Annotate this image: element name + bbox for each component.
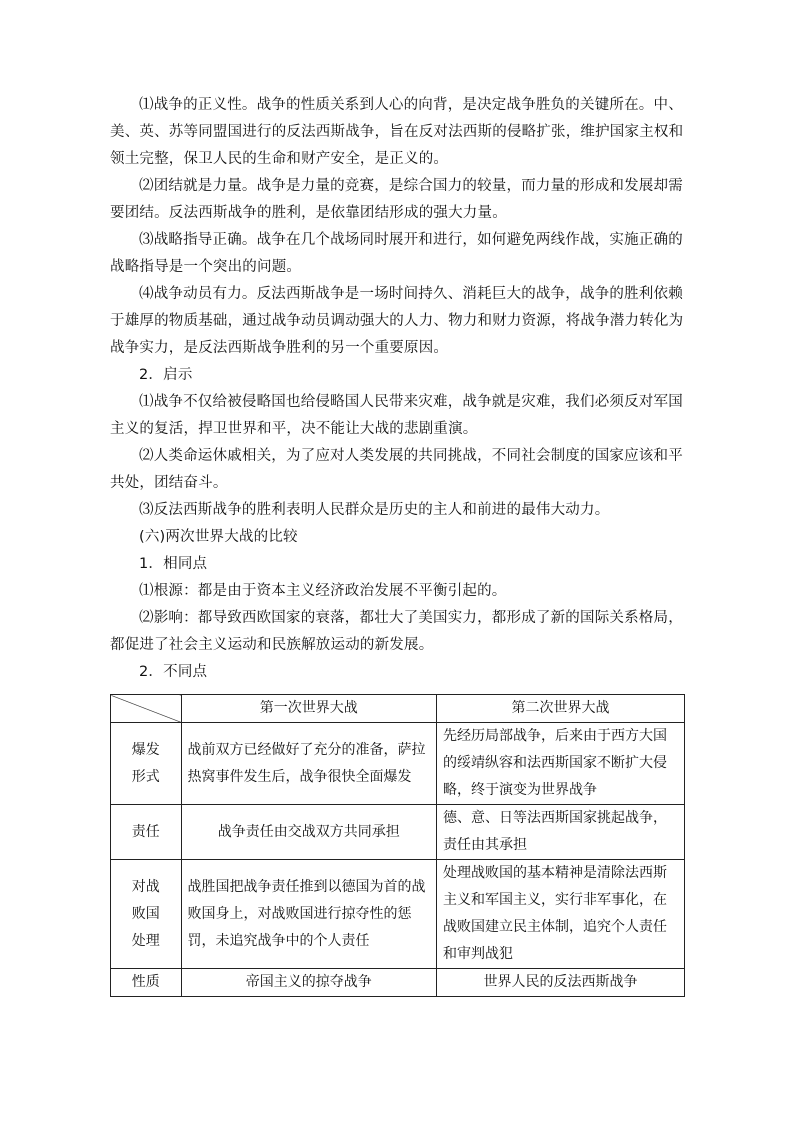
paragraph-impact: ⑵影响：都导致西欧国家的衰落，都壮大了美国实力，都形成了新的国际关系格局，都促进了社会主义运动和民族解放运动的新发展。 [110, 610, 683, 653]
table-row [111, 723, 685, 805]
paragraph-root-cause: ⑴根源：都是由于资本主义经济政治发展不平衡引起的。 [139, 583, 507, 599]
paragraph-strategy: ⑶战略指导正确。战争在几个战场同时展开和进行，如何避免两线作战，实施正确的战略指导是一个突出的问题。 [110, 232, 683, 275]
cell-ww2-outbreak: 先经历局部战争，后来由于西方大国的绥靖纵容和法西斯国家不断扩大侵略，终于演变为世界战争 [437, 723, 685, 805]
cell-ww1-treatment: 战胜国把战争责任推到以德国为首的战败国身上，对战败国进行掠夺性的惩罚，未追究战争中的个人责任 [181, 860, 436, 969]
document-body [110, 92, 686, 686]
table-row [111, 860, 685, 969]
header-ww2: 第二次世界大战 [437, 695, 685, 723]
cell-ww2-nature: 世界人民的反法西斯战争 [437, 969, 685, 997]
section-heading-similarities: 1．相同点 [139, 556, 208, 572]
cell-ww1-responsibility: 战争责任由交战双方共同承担 [181, 805, 436, 860]
cell-ww1-nature: 帝国主义的掠夺战争 [181, 969, 436, 997]
comparison-table [110, 694, 685, 997]
table-header-row [111, 695, 685, 723]
cell-ww1-outbreak: 战前双方已经做好了充分的准备，萨拉热窝事件发生后，战争很快全面爆发 [181, 723, 436, 805]
cell-ww2-responsibility: 德、意、日等法西斯国家挑起战争，责任由其承担 [437, 805, 685, 860]
row-label-treatment: 对战 败国 处理 [111, 860, 182, 969]
section-heading-enlightenment: 2．启示 [139, 367, 193, 383]
table-row [111, 805, 685, 860]
row-label-responsibility: 责任 [111, 805, 182, 860]
paragraph-lesson-1: ⑴战争不仅给被侵略国也给侵略国人民带来灾难，战争就是灾难，我们必须反对军国主义的复活，捍卫世界和平，决不能让大战的悲剧重演。 [110, 394, 683, 437]
cell-ww2-treatment: 处理战败国的基本精神是清除法西斯主义和军国主义，实行非军事化，在战败国建立民主体制，追究个人责任和审判战犯 [437, 860, 685, 969]
diagonal-header-cell [111, 695, 182, 723]
table-row [111, 969, 685, 997]
paragraph-lesson-2: ⑵人类命运休戚相关，为了应对人类发展的共同挑战，不同社会制度的国家应该和平共处，团结奋斗。 [110, 448, 683, 491]
header-ww1: 第一次世界大战 [181, 695, 436, 723]
paragraph-justice: ⑴战争的正义性。战争的性质关系到人心的向背，是决定战争胜负的关键所在。中、美、英、苏等同盟国进行的反法西斯战争，旨在反对法西斯的侵略扩张，维护国家主权和领土完整，保卫人民的生命和财产安全，是正义的。 [110, 97, 684, 167]
paragraph-mobilization: ⑷战争动员有力。反法西斯战争是一场时间持久、消耗巨大的战争，战争的胜利依赖于雄厚的物质基础，通过战争动员调动强大的人力、物力和财力资源，将战争潜力转化为战争实力，是反法西斯战争胜利的另一个重要原因。 [110, 286, 684, 356]
section-heading-comparison: (六)两次世界大战的比较 [139, 529, 298, 545]
paragraph-lesson-3: ⑶反法西斯战争的胜利表明人民群众是历史的主人和前进的最伟大动力。 [139, 502, 610, 518]
paragraph-unity: ⑵团结就是力量。战争是力量的竞赛，是综合国力的较量，而力量的形成和发展却需要团结。反法西斯战争的胜利，是依靠团结形成的强大力量。 [110, 178, 683, 221]
row-label-nature: 性质 [111, 969, 182, 997]
section-heading-differences: 2．不同点 [139, 664, 208, 680]
row-label-outbreak: 爆发 形式 [111, 723, 182, 805]
